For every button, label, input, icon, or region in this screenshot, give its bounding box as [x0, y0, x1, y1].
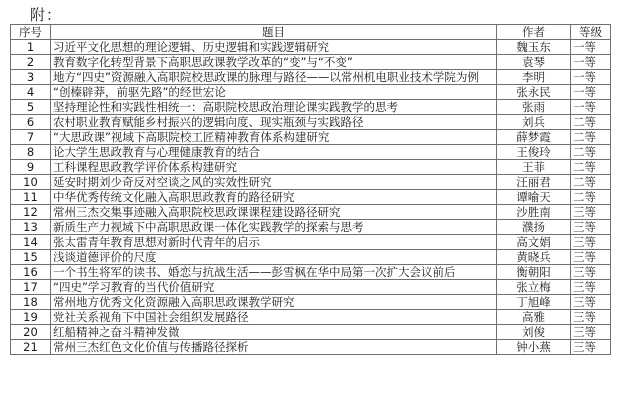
table-row: [11, 70, 611, 85]
row-grade: 三等: [571, 205, 611, 220]
row-topic: “大思政课”视域下高职院校工匠精神教育体系构建研究: [51, 130, 497, 145]
table-row: [11, 250, 611, 265]
row-author: 钟小燕: [497, 340, 571, 355]
row-number: 13: [11, 220, 51, 235]
row-topic: 常州地方优秀文化资源融入高职思政课教学研究: [51, 295, 497, 310]
row-topic: 地方“四史”资源融入高职院校思政课的脉理与路径——以常州机电职业技术学院为例: [51, 70, 497, 85]
row-number: 6: [11, 115, 51, 130]
row-author: 刘俊: [497, 325, 571, 340]
row-grade: 二等: [571, 145, 611, 160]
row-grade: 三等: [571, 220, 611, 235]
row-grade: 二等: [571, 130, 611, 145]
row-topic: 党社关系视角下中国社会组织发展路径: [51, 310, 497, 325]
row-grade: 二等: [571, 175, 611, 190]
row-topic: 论大学生思政教育与心理健康教育的结合: [51, 145, 497, 160]
table-row: [11, 85, 611, 100]
row-number: 14: [11, 235, 51, 250]
row-grade: 三等: [571, 250, 611, 265]
row-topic: 延安时期刘少奇反对空谈之风的实效性研究: [51, 175, 497, 190]
row-author: 袁琴: [497, 55, 571, 70]
header-topic: 题目: [51, 25, 497, 40]
row-grade: 三等: [571, 265, 611, 280]
row-grade: 一等: [571, 40, 611, 55]
row-topic: 常州三杰交集事迹融入高职院校思政课课程建设路径研究: [51, 205, 497, 220]
awards-table: [10, 24, 611, 355]
table-row: [11, 190, 611, 205]
row-number: 2: [11, 55, 51, 70]
row-topic: 习近平文化思想的理论逻辑、历史逻辑和实践逻辑研究: [51, 40, 497, 55]
row-grade: 三等: [571, 325, 611, 340]
table-row: [11, 310, 611, 325]
row-author: 高雅: [497, 310, 571, 325]
row-number: 20: [11, 325, 51, 340]
row-author: 李明: [497, 70, 571, 85]
table-row: [11, 235, 611, 250]
table-row: [11, 40, 611, 55]
row-grade: 三等: [571, 235, 611, 250]
row-author: 丁旭峰: [497, 295, 571, 310]
row-author: 高文娟: [497, 235, 571, 250]
row-topic: 坚持理论性和实践性相统一：高职院校思政治理论课实践教学的思考: [51, 100, 497, 115]
row-number: 8: [11, 145, 51, 160]
table-row: [11, 175, 611, 190]
row-grade: 一等: [571, 100, 611, 115]
row-author: 王菲: [497, 160, 571, 175]
row-author: 沙胜南: [497, 205, 571, 220]
table-row: [11, 130, 611, 145]
row-grade: 三等: [571, 295, 611, 310]
row-author: 刘兵: [497, 115, 571, 130]
row-topic: 常州三杰红色文化价值与传播路径探析: [51, 340, 497, 355]
row-topic: “四史”学习教育的当代价值研究: [51, 280, 497, 295]
row-topic: 农村职业教育赋能乡村振兴的逻辑向度、现实瓶颈与实践路径: [51, 115, 497, 130]
row-number: 16: [11, 265, 51, 280]
row-number: 11: [11, 190, 51, 205]
row-topic: 中华优秀传统文化融入高职思政教育的路径研究: [51, 190, 497, 205]
row-grade: 一等: [571, 85, 611, 100]
row-grade: 三等: [571, 280, 611, 295]
row-author: 张永民: [497, 85, 571, 100]
row-author: 张立梅: [497, 280, 571, 295]
table-row: [11, 220, 611, 235]
table-row: [11, 145, 611, 160]
row-number: 9: [11, 160, 51, 175]
table-row: [11, 340, 611, 355]
row-number: 12: [11, 205, 51, 220]
row-number: 19: [11, 310, 51, 325]
row-topic: 工科课程思政教学评价体系构建研究: [51, 160, 497, 175]
row-number: 3: [11, 70, 51, 85]
row-number: 5: [11, 100, 51, 115]
row-grade: 二等: [571, 115, 611, 130]
row-number: 7: [11, 130, 51, 145]
page-title: 附：: [30, 6, 63, 24]
table-row: [11, 160, 611, 175]
row-grade: 二等: [571, 160, 611, 175]
table-row: [11, 55, 611, 70]
row-number: 21: [11, 340, 51, 355]
header-grade: 等级: [571, 25, 611, 40]
row-number: 17: [11, 280, 51, 295]
row-number: 10: [11, 175, 51, 190]
table-row: [11, 100, 611, 115]
row-grade: 一等: [571, 70, 611, 85]
row-number: 18: [11, 295, 51, 310]
row-author: 汪丽君: [497, 175, 571, 190]
row-number: 4: [11, 85, 51, 100]
table-row: [11, 280, 611, 295]
row-topic: 教育数字化转型背景下高职思政课教学改革的“变”与“不变”: [51, 55, 497, 70]
row-grade: 一等: [571, 55, 611, 70]
row-author: 张雨: [497, 100, 571, 115]
table-row: [11, 295, 611, 310]
table-row: [11, 115, 611, 130]
row-topic: “创榛辟莽，前驱先路”的经世宏论: [51, 85, 497, 100]
row-author: 黄晓兵: [497, 250, 571, 265]
row-author: 薛梦霞: [497, 130, 571, 145]
table-body: [11, 40, 611, 355]
table-header-row: [11, 25, 611, 40]
row-grade: 三等: [571, 340, 611, 355]
row-topic: 浅谈道德评价的尺度: [51, 250, 497, 265]
table-row: [11, 325, 611, 340]
table-row: [11, 205, 611, 220]
row-number: 1: [11, 40, 51, 55]
row-grade: 三等: [571, 310, 611, 325]
table-row: [11, 265, 611, 280]
row-author: 魏玉东: [497, 40, 571, 55]
row-author: 衡朝阳: [497, 265, 571, 280]
row-author: 王俊玲: [497, 145, 571, 160]
row-grade: 二等: [571, 190, 611, 205]
row-topic: 张太雷青年教育思想对新时代青年的启示: [51, 235, 497, 250]
row-topic: 新质生产力视域下中高职思政课一体化实践教学的探索与思考: [51, 220, 497, 235]
row-number: 15: [11, 250, 51, 265]
row-topic: 一个书生将军的读书、婚恋与抗战生活——彭雪枫在华中局第一次扩大会议前后: [51, 265, 497, 280]
row-topic: 红船精神之奋斗精神发微: [51, 325, 497, 340]
header-author: 作者: [497, 25, 571, 40]
header-num: 序号: [11, 25, 51, 40]
row-author: 濮扬: [497, 220, 571, 235]
row-author: 谭喻天: [497, 190, 571, 205]
